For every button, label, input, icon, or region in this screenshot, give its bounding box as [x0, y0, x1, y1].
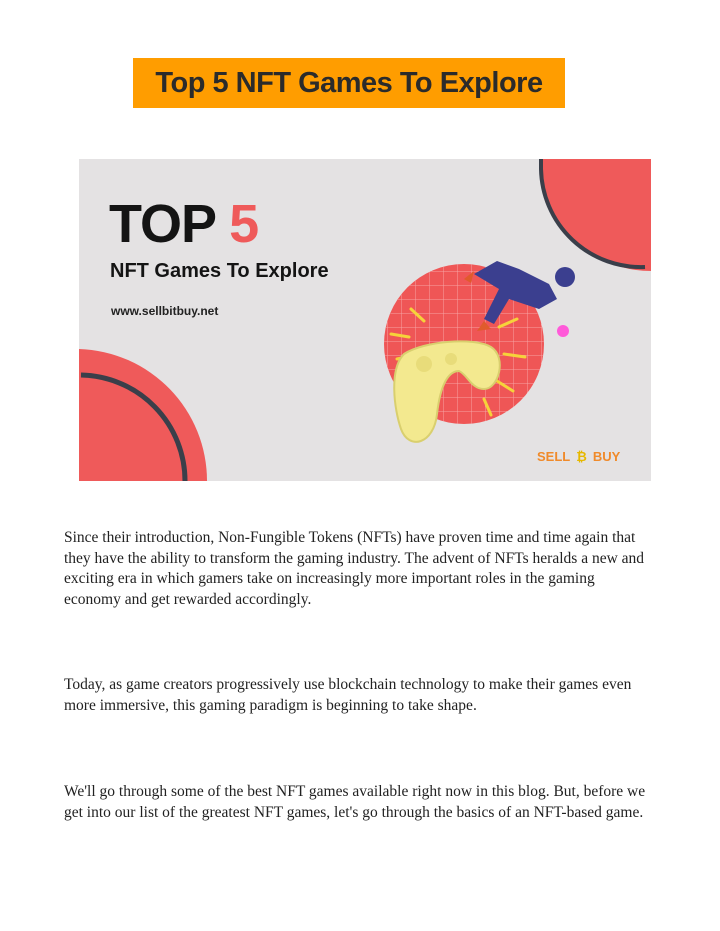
page-title: Top 5 NFT Games To Explore [155, 67, 543, 99]
banner-url: www.sellbitbuy.net [111, 304, 219, 318]
brand-logo: SELL ₿ BUY [537, 449, 621, 464]
hero-banner [79, 159, 651, 481]
paragraph-overview: We'll go through some of the best NFT games available right now in this blog. But, before we get into our list of the greatest NFT games, let's go through the basics of an NFT-based game. [64, 783, 646, 821]
paragraph-today: Today, as game creators progressively use blockchain technology to make their games even more immersive, this gaming paradigm is beginning to take shape. [64, 676, 632, 714]
banner-headline: TOP 5 [109, 194, 259, 254]
bitcoin-icon: ₿ [576, 449, 587, 464]
corner-shape-bottom-left [79, 349, 207, 481]
paragraph-intro: Since their introduction, Non-Fungible Tokens (NFTs) have proven time and time again that they have the ability to transform the gaming industry. The advent of NFTs heralds a new and exciting era in which gamers take on increasingly more important roles in the gaming economy and get rewarded accordingly. [64, 529, 645, 608]
banner-subtitle: NFT Games To Explore [110, 260, 329, 282]
